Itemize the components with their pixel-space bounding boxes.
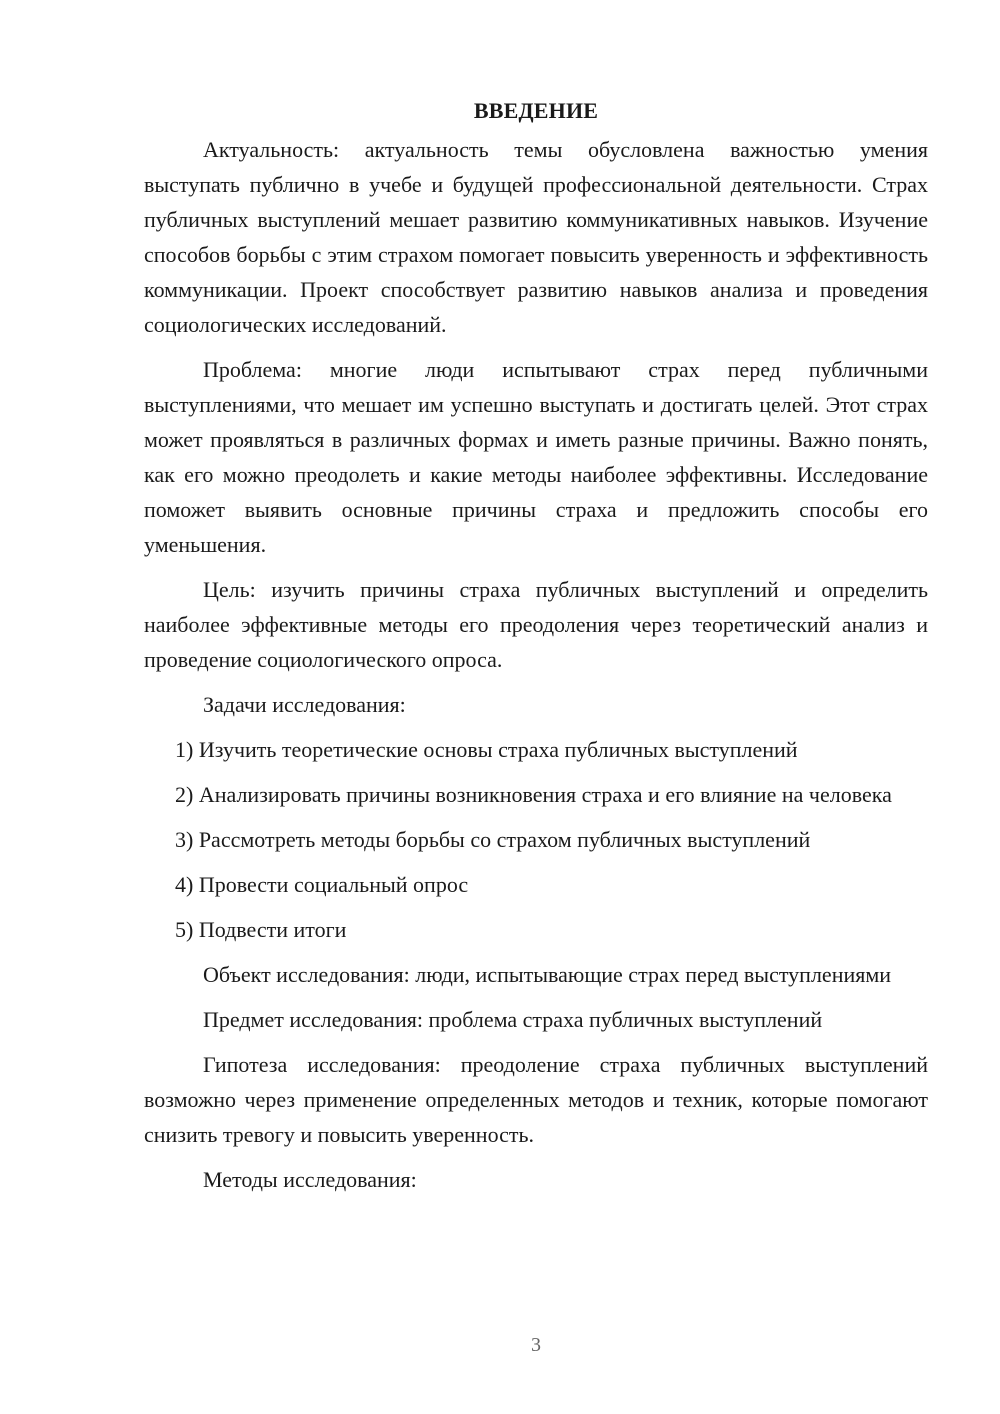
task-item-2: 2) Анализировать причины возникновения страха и его влияние на человека bbox=[175, 782, 892, 807]
goal-paragraph: Цель: изучить причины страха публичных выступлений и определить наиболее эффективные методы его преодоления через теоретический анализ и проведение социологического опроса. bbox=[144, 577, 928, 672]
subject-paragraph: Предмет исследования: проблема страха публичных выступлений bbox=[203, 1007, 823, 1032]
object-paragraph: Объект исследования: люди, испытывающие страх перед выступлениями bbox=[203, 962, 892, 987]
section-heading: ВВЕДЕНИЕ bbox=[473, 98, 599, 123]
page-number: 3 bbox=[531, 1334, 541, 1356]
relevance-paragraph: Актуальность: актуальность темы обусловлена важностью умения выступать публично в учебе и будущей профессиональной деятельности. Страх публичных выступлений мешает развитию коммуникативных навыков. Изучение способов борьбы с этим страхом помогает повысить уверенность и эффективность коммуникации. Проект способствует развитию навыков анализа и проведения социологических исследований. bbox=[144, 137, 928, 337]
problem-paragraph: Проблема: многие люди испытывают страх перед публичными выступлениями, что мешает им успешно выступать и достигать целей. Этот страх может проявляться в различных формах и иметь разные причины. Важно понять, как его можно преодолеть и какие методы наиболее эффективны. Исследование поможет выявить основные причины страха и предложить способы его уменьшения. bbox=[144, 357, 928, 557]
task-item-5: 5) Подвести итоги bbox=[175, 917, 347, 942]
tasks-heading: Задачи исследования: bbox=[203, 692, 406, 717]
task-item-3: 3) Рассмотреть методы борьбы со страхом публичных выступлений bbox=[175, 827, 811, 852]
task-item-1: 1) Изучить теоретические основы страха публичных выступлений bbox=[175, 737, 798, 762]
document-page bbox=[144, 96, 928, 1207]
hypothesis-paragraph: Гипотеза исследования: преодоление страха публичных выступлений возможно через применение определенных методов и техник, которые помогают снизить тревогу и повысить уверенность. bbox=[144, 1052, 928, 1147]
methods-paragraph: Методы исследования: bbox=[203, 1167, 417, 1192]
task-item-4: 4) Провести социальный опрос bbox=[175, 872, 469, 897]
